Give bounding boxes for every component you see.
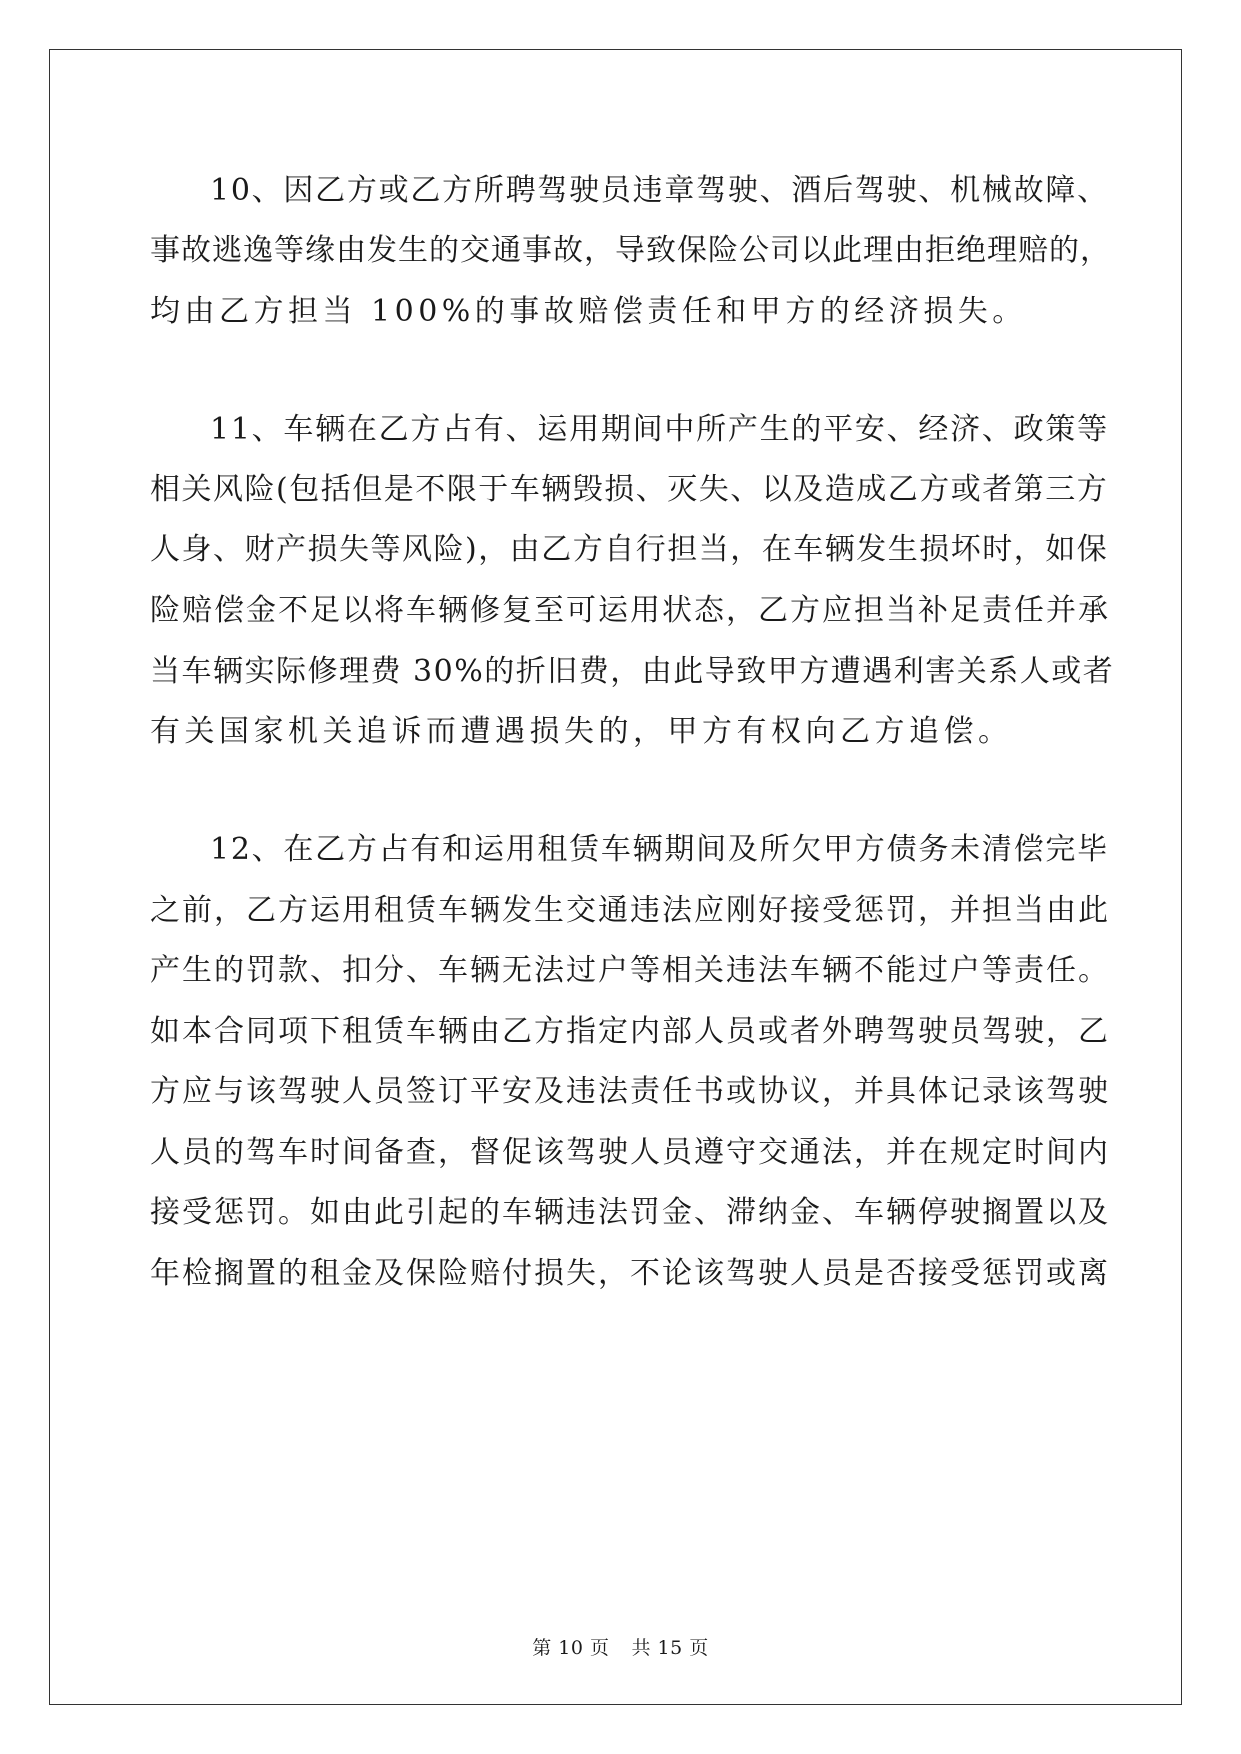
text-line: 人身、财产损失等风险)，由乙方自行担当，在车辆发生损坏时，如保 [150,532,1109,567]
text-line: 相关风险(包括但是不限于车辆毁损、灭失、以及造成乙方或者第三方 [150,472,1109,507]
text-line: 产生的罚款、扣分、车辆无法过户等相关违法车辆不能过户等责任。 [150,953,1110,988]
text-line: 有关国家机关追诉而遭遇损失的，甲方有权向乙方追偿。 [150,714,1013,749]
text-line: 接受惩罚。如由此引起的车辆违法罚金、滞纳金、车辆停驶搁置以及 [150,1195,1110,1230]
text-line: 人员的驾车时间备查，督促该驾驶人员遵守交通法，并在规定时间内 [150,1135,1110,1170]
text-line: 10、因乙方或乙方所聘驾驶员违章驾驶、酒后驾驶、机械故障、 [210,173,1109,208]
text-line: 方应与该驾驶人员签订平安及违法责任书或协议，并具体记录该驾驶 [150,1074,1110,1109]
text-line: 年检搁置的租金及保险赔付损失，不论该驾驶人员是否接受惩罚或离 [150,1256,1110,1291]
text-line: 12、在乙方占有和运用租赁车辆期间及所欠甲方债务未清偿完毕 [210,832,1109,867]
text-line: 11、车辆在乙方占有、运用期间中所产生的平安、经济、政策等 [210,412,1109,447]
text-line: 之前，乙方运用租赁车辆发生交通违法应刚好接受惩罚，并担当由此 [150,893,1110,928]
text-line: 事故逃逸等缘由发生的交通事故，导致保险公司以此理由拒绝理赔的， [150,233,1111,268]
text-line: 险赔偿金不足以将车辆修复至可运用状态，乙方应担当补足责任并承 [150,593,1110,628]
page-number: 第 10 页 [532,1637,610,1659]
page-total: 共 15 页 [631,1637,709,1659]
page-footer [0,1636,1241,1660]
text-line: 当车辆实际修理费 30%的折旧费，由此导致甲方遭遇利害关系人或者 [150,654,1115,689]
text-line: 如本合同项下租赁车辆由乙方指定内部人员或者外聘驾驶员驾驶，乙 [150,1014,1110,1049]
text-line: 均由乙方担当 100%的事故赔偿责任和甲方的经济损失。 [150,294,1027,329]
